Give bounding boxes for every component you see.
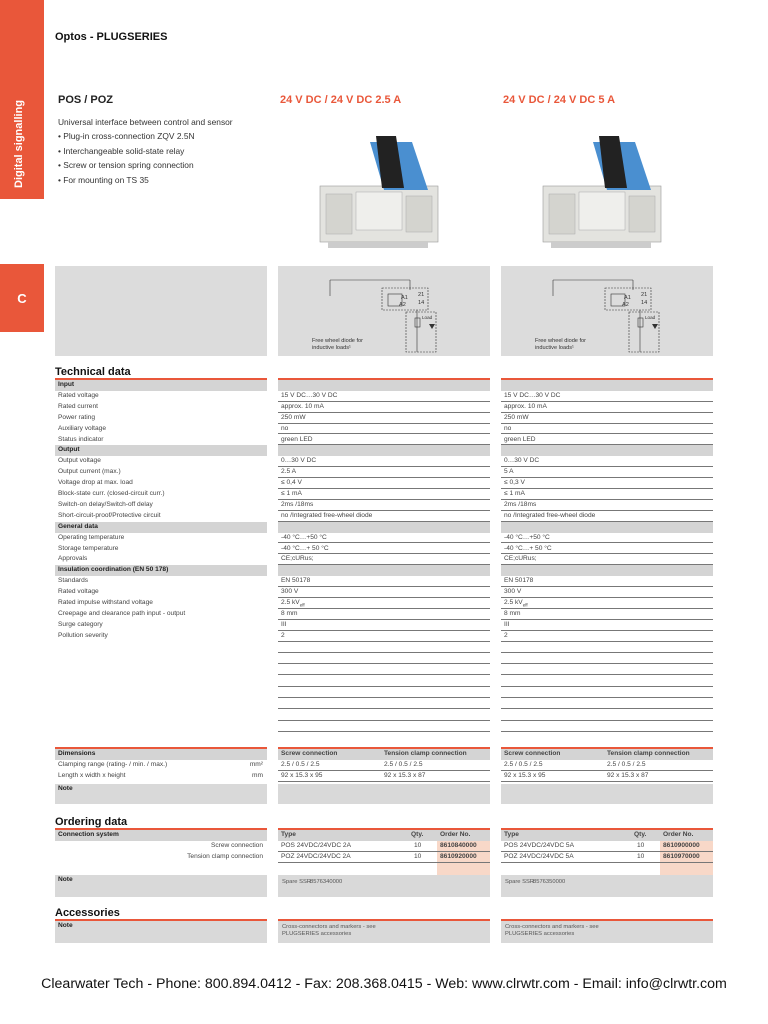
- tech-value-cell: III: [278, 620, 490, 631]
- load-label: Load: [422, 315, 433, 320]
- dimension-cell: 2.5 / 0.5 / 2.5 2.5 / 0.5 / 2.5: [501, 760, 713, 771]
- feature-item: Universal interface between control and sensor: [58, 117, 233, 127]
- tech-row-label: Short-circuit-proof/Protective circuit: [58, 511, 161, 519]
- dimensions-col-header: Screw connection Tension clamp connection: [501, 749, 713, 760]
- spare-ssr-1: Spare SSR 8576340000: [278, 875, 490, 897]
- chapter-tab: C: [0, 264, 44, 332]
- feature-item: • Plug-in cross-connection ZQV 2.5N: [58, 131, 195, 142]
- tech-row-label: Rated impulse withstand voltage: [58, 599, 153, 606]
- accessories-note: Note: [55, 921, 267, 943]
- order-number: 8610970000: [660, 852, 713, 863]
- pin-21-label: 21: [641, 292, 648, 298]
- tech-row-label: Approvals: [58, 555, 88, 563]
- tech-value-cell: green LED: [278, 435, 490, 446]
- dimensions-col-header: Screw connection Tension clamp connection: [278, 749, 490, 760]
- tech-section-header: General data: [55, 522, 267, 533]
- empty-row: [278, 709, 490, 720]
- dimension-row: Length x width x height mm: [58, 772, 263, 779]
- pin-a2-label: A2: [622, 302, 629, 308]
- empty-row: [501, 698, 713, 709]
- tech-value-cell: -40 °C…+50 °C: [501, 533, 713, 544]
- tech-section-header: Output: [55, 445, 267, 456]
- tech-value-cell: ≤ 0,3 V: [501, 478, 713, 489]
- empty-row: [278, 653, 490, 664]
- tech-row-label: Power rating: [58, 413, 96, 421]
- tech-value-cell: 300 V: [501, 587, 713, 598]
- spare-ssr-2: Spare SSR 8576350000: [501, 875, 713, 897]
- tech-value-cell: [278, 565, 490, 576]
- tech-row-label: Storage temperature: [58, 544, 119, 552]
- dimension-cell: 92 x 15.3 x 95 92 x 15.3 x 87: [501, 771, 713, 782]
- pin-14-label: 14: [418, 300, 425, 306]
- ordering-data-title: Ordering data: [55, 816, 128, 828]
- variant-2-title: 24 V DC / 24 V DC 5 A: [503, 94, 616, 106]
- tech-row-label: Output current (max.): [58, 468, 121, 476]
- ordering-note: Note: [55, 875, 267, 897]
- accessories-title: Accessories: [55, 907, 120, 919]
- tech-value-cell: 15 V DC…30 V DC: [278, 391, 490, 402]
- tech-value-cell: CE;cURus;: [501, 554, 713, 565]
- tech-row-label: Auxiliary voltage: [58, 424, 107, 432]
- empty-row: [501, 664, 713, 675]
- tech-value-cell: ≤ 1 mA: [278, 489, 490, 500]
- empty-row: [501, 653, 713, 664]
- dimension-cell: 92 x 15.3 x 95 92 x 15.3 x 87: [278, 771, 490, 782]
- tech-value-cell: approx. 10 mA: [278, 402, 490, 413]
- order-number: 8610840000: [437, 841, 490, 852]
- tech-value-cell: [278, 380, 490, 391]
- page-title: Optos - PLUGSERIES: [55, 31, 168, 43]
- tech-value-cell: 2.5 $kV_{eff}$: [278, 598, 490, 609]
- tech-row-label: Output voltage: [58, 457, 101, 465]
- pin-a2-label: A2: [399, 302, 406, 308]
- empty-row: [501, 709, 713, 720]
- tech-value-cell: 250 mW: [278, 413, 490, 424]
- diagram-caption: Free wheel diode for inductive loads¹: [312, 338, 363, 351]
- connection-row-label: Tension clamp connection: [187, 853, 263, 860]
- feature-list: [58, 115, 233, 187]
- pin-14-label: 14: [641, 300, 648, 306]
- empty-row: [278, 642, 490, 653]
- tech-row-label: Standards: [58, 577, 89, 585]
- tech-value-cell: ≤ 0,4 V: [278, 478, 490, 489]
- tech-value-cell: [501, 565, 713, 576]
- tech-row-label: Surge category: [58, 620, 103, 628]
- order-number: 8610920000: [437, 852, 490, 863]
- tech-row-label: Creepage and clearance path input - output: [58, 609, 186, 617]
- empty-row: [501, 687, 713, 698]
- tech-row-label: Rated voltage: [58, 391, 99, 399]
- tech-value-cell: approx. 10 mA: [501, 402, 713, 413]
- tech-value-cell: 0…30 V DC: [501, 456, 713, 467]
- order-number: 8610900000: [660, 841, 713, 852]
- tech-value-cell: 2ms /18ms: [501, 500, 713, 511]
- tech-row-label: Rated voltage: [58, 588, 99, 596]
- tech-value-cell: [501, 445, 713, 456]
- tech-value-cell: ≤ 1 mA: [501, 489, 713, 500]
- order-row: POS 24VDC/24VDC 2A 10 8610840000: [278, 841, 490, 852]
- ordering-col-header: Type Qty. Order No.: [501, 830, 713, 841]
- section-tab-label: Digital signalling: [13, 99, 25, 188]
- feature-item: • For mounting on TS 35: [58, 174, 149, 185]
- order-row: POZ 24VDC/24VDC 2A 10 8610920000: [278, 852, 490, 863]
- product-name: POS / POZ: [58, 94, 114, 106]
- tech-value-cell: [501, 522, 713, 533]
- tech-value-cell: EN 50178: [278, 576, 490, 587]
- feature-item: • Interchangeable solid-state relay: [58, 145, 185, 156]
- empty-row: [501, 676, 713, 687]
- empty-row: [501, 642, 713, 653]
- dimensions-header: Dimensions: [55, 749, 267, 760]
- tech-value-cell: no: [501, 424, 713, 435]
- dimension-cell: 2.5 / 0.5 / 2.5 2.5 / 0.5 / 2.5: [278, 760, 490, 771]
- tech-value-cell: III: [501, 620, 713, 631]
- tech-value-cell: -40 °C…+ 50 °C: [278, 544, 490, 555]
- product-image-1: [278, 112, 490, 264]
- load-label: Load: [645, 315, 656, 320]
- order-highlight: [437, 863, 490, 875]
- tech-row-label: Rated current: [58, 402, 98, 410]
- tech-row-label: Operating temperature: [58, 533, 125, 541]
- wiring-diagram-1: [278, 266, 490, 356]
- tech-row-label: Switch-on delay/Switch-off delay: [58, 500, 153, 508]
- pin-a1-label: A1: [624, 295, 631, 301]
- empty-row: [278, 698, 490, 709]
- product-image-2: [501, 112, 713, 264]
- tech-value-cell: 5 A: [501, 467, 713, 478]
- pin-a1-label: A1: [401, 295, 408, 301]
- accessories-text-2: Cross-connectors and markers - see PLUGSERIES accessories: [501, 921, 713, 943]
- tech-value-cell: 2.5 A: [278, 467, 490, 478]
- tech-value-cell: -40 °C…+ 50 °C: [501, 544, 713, 555]
- empty-row: [501, 721, 713, 732]
- tech-value-cell: [278, 445, 490, 456]
- diagram-caption: Free wheel diode for inductive loads¹: [535, 338, 586, 351]
- tech-value-cell: 0…30 V DC: [278, 456, 490, 467]
- tech-value-cell: 2: [278, 631, 490, 642]
- tech-row-label: Pollution severity: [58, 631, 108, 639]
- connection-system-header: Connection system: [55, 830, 267, 841]
- empty-row: [278, 664, 490, 675]
- variant-1-title: 24 V DC / 24 V DC 2.5 A: [280, 94, 402, 106]
- tech-value-cell: green LED: [501, 435, 713, 446]
- dimensions-note-cell: [278, 784, 490, 804]
- feature-item: • Screw or tension spring connection: [58, 160, 194, 171]
- tech-value-cell: no /Integrated free-wheel diode: [501, 511, 713, 522]
- tech-value-cell: no /Integrated free-wheel diode: [278, 511, 490, 522]
- tech-value-cell: CE;cURus;: [278, 554, 490, 565]
- tech-section-header: Insulation coordination (EN 50 178): [55, 565, 267, 576]
- dimensions-note: Note: [55, 784, 267, 804]
- section-tab: [0, 0, 44, 199]
- tech-value-cell: [501, 380, 713, 391]
- connection-row-label: Screw connection: [210, 842, 263, 849]
- tech-value-cell: 300 V: [278, 587, 490, 598]
- tech-section-header: Input: [55, 380, 267, 391]
- dimension-row: Clamping range (rating- / min. / max.) mm²: [58, 761, 263, 768]
- tech-value-cell: [278, 522, 490, 533]
- pin-21-label: 21: [418, 292, 425, 298]
- tech-value-cell: 250 mW: [501, 413, 713, 424]
- tech-value-cell: 8 mm: [501, 609, 713, 620]
- empty-row: [278, 687, 490, 698]
- tech-value-cell: no: [278, 424, 490, 435]
- tech-value-cell: 8 mm: [278, 609, 490, 620]
- tech-value-cell: 15 V DC…30 V DC: [501, 391, 713, 402]
- ordering-col-header: Type Qty. Order No.: [278, 830, 490, 841]
- technical-data-title: Technical data: [55, 366, 131, 378]
- tech-value-cell: 2ms /18ms: [278, 500, 490, 511]
- order-row: POZ 24VDC/24VDC 5A 10 8610970000: [501, 852, 713, 863]
- tech-value-cell: EN 50178: [501, 576, 713, 587]
- diagram-panel-blank: [55, 266, 267, 356]
- tech-row-label: Status indicator: [58, 435, 104, 443]
- empty-row: [278, 721, 490, 732]
- wiring-diagram-2: [501, 266, 713, 356]
- tech-row-label: Block-state curr. (closed-circuit curr.): [58, 490, 165, 497]
- dimensions-note-cell: [501, 784, 713, 804]
- tech-row-label: Voltage drop at max. load: [58, 479, 133, 487]
- accessories-text-1: Cross-connectors and markers - see PLUGSERIES accessories: [278, 921, 490, 943]
- empty-row: [278, 676, 490, 687]
- order-highlight: [660, 863, 713, 875]
- tech-value-cell: 2.5 $kV_{eff}$: [501, 598, 713, 609]
- tech-value-cell: -40 °C…+50 °C: [278, 533, 490, 544]
- tech-value-cell: 2: [501, 631, 713, 642]
- footer-contact: Clearwater Tech - Phone: 800.894.0412 - Fax: 208.368.0415 - Web: www.clrwtr.com - Email: info@clrwtr.com: [41, 976, 727, 992]
- order-row: POS 24VDC/24VDC 5A 10 8610900000: [501, 841, 713, 852]
